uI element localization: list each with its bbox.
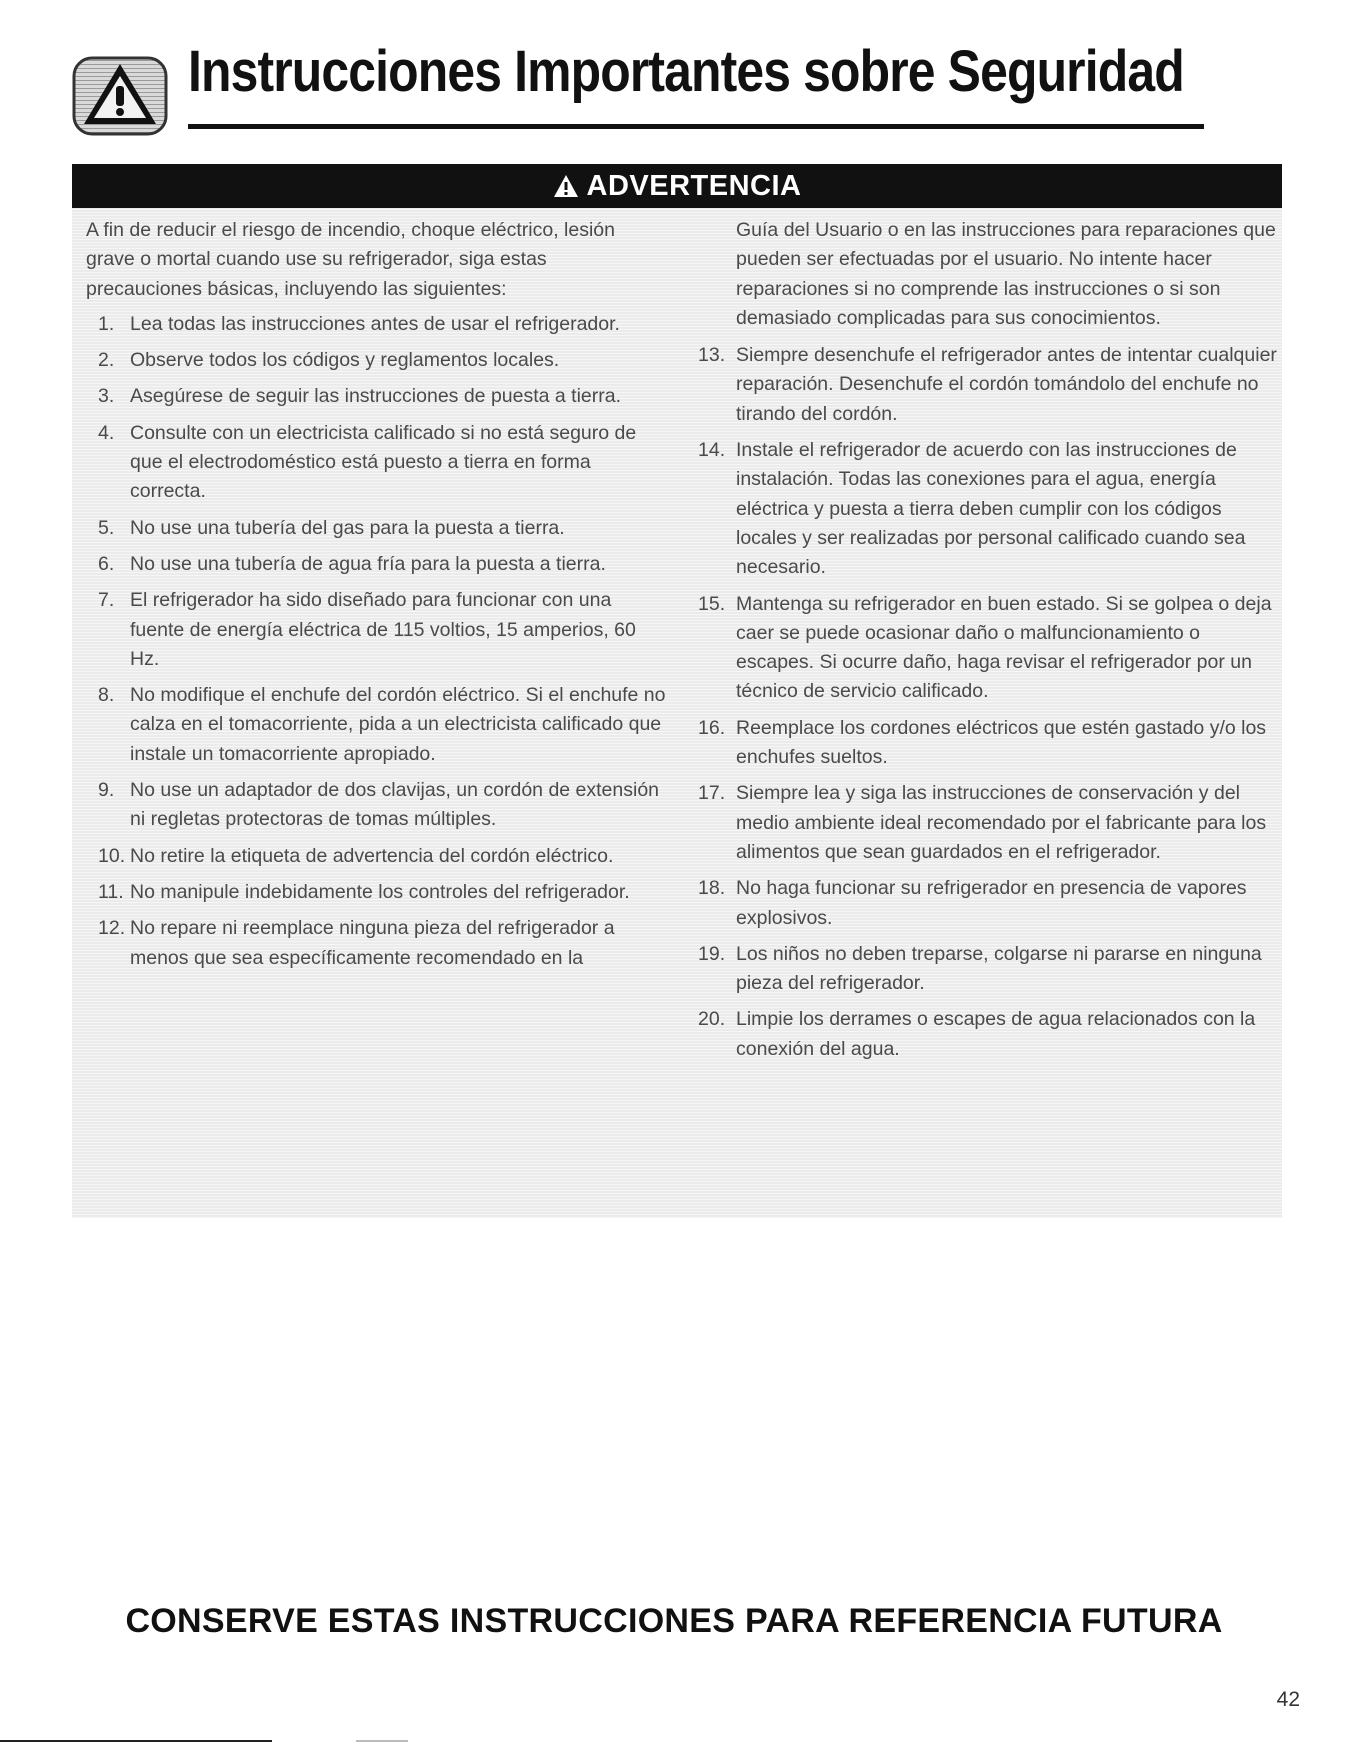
list-item: 9. No use un adaptador de dos clavijas, un cordón de extensión ni regletas protectoras de tomas múltiples. (98, 779, 660, 831)
warning-box (72, 164, 1282, 1218)
list-item: 3. Asegúrese de seguir las instrucciones de puesta a tierra. (98, 385, 622, 408)
list-item: 20. Limpie los derrames o escapes de agua relacionados con la conexión del agua. (698, 1008, 1256, 1060)
bottom-dash (356, 1740, 408, 1742)
list-item: 1. Lea todas las instrucciones antes de usar el refrigerador. (98, 312, 620, 335)
right-list (698, 341, 1279, 1064)
list-item: 7. El refrigerador ha sido diseñado para funcionar con una fuente de energía eléctrica de 115 voltios, 15 amperios, 60 Hz. (98, 589, 636, 670)
list-item: 4. Consulte con un electricista calificado si no está seguro de que el electrodoméstico está puesto a tierra en forma correcta. (98, 421, 637, 503)
page-header (72, 38, 1204, 138)
warning-intro: A fin de reducir el riesgo de incendio, choque eléctrico, lesión grave o mortal cuando use su refrigerador, siga estas precauciones básicas, incluyendo las siguientes: (86, 219, 615, 300)
left-list (86, 310, 666, 973)
right-column (698, 216, 1279, 1071)
list-item: 5. No use una tubería del gas para la puesta a tierra. (98, 516, 565, 539)
list-item: 14. Instale el refrigerador de acuerdo con las instrucciones de instalación. Todas las conexiones para el agua, energía eléctrica y puesta a tierra deben cumplir con los códigos locales y ser realizadas por personal calificado cuando sea necesario. (698, 439, 1246, 579)
title-underline (188, 124, 1204, 129)
left-column (86, 216, 666, 980)
list-item: 2. Observe todos los códigos y reglamentos locales. (98, 349, 560, 372)
item-12-continuation: Guía del Usuario o en las instrucciones para reparaciones que pueden ser efectuadas por el usuario. No intente hacer reparaciones si no comprende las instrucciones o si son demasiado complicadas para sus conocimientos. (736, 219, 1276, 329)
page-title: Instrucciones Importantes sobre Seguridad (188, 39, 1184, 104)
warning-title: ADVERTENCIA (586, 169, 802, 202)
list-item: 6. No use una tubería de agua fría para la puesta a tierra. (98, 552, 606, 575)
warning-banner (72, 164, 1282, 208)
list-item: 15. Mantenga su refrigerador en buen estado. Si se golpea o deja caer se puede ocasionar daño o malfuncionamiento o escapes. Si ocurre daño, haga revisar el refrigerador por un técnico de servicio calificado. (698, 592, 1272, 703)
list-item: 17. Siempre lea y siga las instrucciones de conservación y del medio ambiente ideal recomendado por el fabricante para los alimentos que sean guardados en el refrigerador. (698, 782, 1267, 863)
list-item: 10. No retire la etiqueta de advertencia del cordón eléctrico. (98, 844, 614, 867)
list-item: 11. No manipule indebidamente los controles del refrigerador. (98, 880, 630, 903)
warning-triangle-icon (72, 56, 168, 136)
list-item: 13. Siempre desenchufe el refrigerador antes de intentar cualquier reparación. Desenchufe el cordón tomándolo del enchufe no tirando del cordón. (698, 344, 1277, 425)
bottom-rule (0, 1740, 272, 1742)
warning-icon (553, 174, 579, 198)
list-item: 8. No modifique el enchufe del cordón eléctrico. Si el enchufe no calza en el tomacorriente, pida a un electricista calificado que instale un tomacorriente apropiado. (98, 684, 666, 765)
page-number: 42 (1276, 1688, 1300, 1711)
list-item: 18. No haga funcionar su refrigerador en presencia de vapores explosivos. (698, 877, 1247, 929)
list-item: 19. Los niños no deben treparse, colgarse ni pararse en ninguna pieza del refrigerador. (698, 942, 1262, 995)
footer-notice: CONSERVE ESTAS INSTRUCCIONES PARA REFERENCIA FUTURA (125, 1602, 1223, 1640)
list-item: 16. Reemplace los cordones eléctricos que estén gastado y/o los enchufes sueltos. (698, 716, 1267, 769)
list-item: 12. No repare ni reemplace ninguna pieza del refrigerador a menos que sea específicamente recomendado en la (98, 917, 615, 969)
